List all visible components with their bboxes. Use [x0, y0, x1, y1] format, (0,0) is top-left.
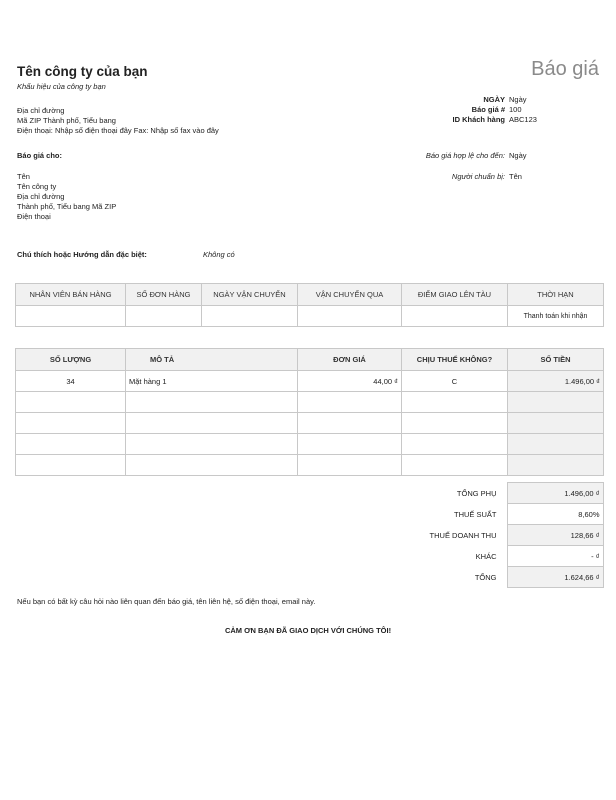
tax-rate-label: THUẾ SUẤT — [453, 509, 497, 519]
shipping-header-row — [16, 284, 604, 306]
table-row — [16, 434, 604, 455]
shipping-header-cell: NHÂN VIÊN BÁN HÀNG — [16, 284, 126, 306]
description-cell — [126, 434, 298, 455]
date-label: NGÀY — [483, 95, 505, 104]
amount-cell — [508, 455, 604, 476]
taxable-cell — [402, 455, 508, 476]
other-row — [400, 546, 603, 567]
shipping-header-cell: ĐIỂM GIAO LÊN TÀU — [402, 284, 508, 306]
items-header-cell: SỐ LƯỢNG — [16, 349, 126, 371]
bill-to-name: Tên — [17, 172, 30, 181]
shipping-data-row — [16, 306, 604, 327]
quote-meta — [400, 95, 600, 125]
items-header-cell: MÔ TẢ — [126, 349, 298, 371]
valid-until-label: Báo giá hợp lệ cho đến: — [425, 151, 505, 160]
shipping-cell — [402, 306, 508, 327]
shipping-cell — [298, 306, 402, 327]
quantity-cell: 34 — [16, 371, 126, 392]
shipping-header-cell: THỜI HẠN — [508, 284, 604, 306]
date-value: Ngày — [509, 95, 527, 104]
tax-rate-value: 8,60% — [507, 504, 603, 525]
other-value: - ₫ — [507, 546, 603, 567]
description-cell — [126, 455, 298, 476]
sales-tax-value: 128,66 ₫ — [507, 525, 603, 546]
description-cell — [126, 392, 298, 413]
amount-cell — [508, 392, 604, 413]
table-row — [16, 455, 604, 476]
valid-until-value: Ngày — [509, 151, 527, 160]
description-cell: Mặt hàng 1 — [126, 371, 298, 392]
subtotal-label: TỔNG PHỤ — [456, 488, 497, 498]
bill-to-block — [17, 172, 116, 222]
sales-tax-row — [400, 525, 603, 546]
table-row — [16, 413, 604, 434]
company-city-zip: Mã ZIP Thành phố, Tiểu bang — [17, 116, 116, 125]
quote-number-label: Báo giá # — [471, 105, 505, 114]
quantity-cell — [16, 413, 126, 434]
prepared-by-label: Người chuẩn bị: — [451, 172, 505, 181]
bill-to-city: Thành phố, Tiểu bang Mã ZIP — [17, 202, 117, 211]
notes-label: Chú thích hoặc Hướng dẫn đặc biệt: — [17, 250, 147, 259]
unit-price-cell — [298, 434, 402, 455]
table-row — [16, 371, 604, 392]
shipping-cell — [16, 306, 126, 327]
amount-cell: 1.496,00 ₫ — [508, 371, 604, 392]
taxable-cell — [402, 434, 508, 455]
taxable-cell — [402, 392, 508, 413]
quantity-cell — [16, 392, 126, 413]
document-title: Báo giá — [531, 58, 599, 80]
subtotal-value: 1.496,00 ₫ — [507, 483, 603, 504]
shipping-header-cell: NGÀY VẬN CHUYỂN — [202, 284, 298, 306]
items-header-cell: ĐƠN GIÁ — [298, 349, 402, 371]
tax-rate-row — [400, 504, 603, 525]
quantity-cell — [16, 434, 126, 455]
customer-id-label: ID Khách hàng — [452, 115, 505, 124]
quote-number-value: 100 — [509, 105, 522, 114]
customer-id-value: ABC123 — [509, 115, 537, 124]
taxable-cell — [402, 413, 508, 434]
shipping-header-cell: VẬN CHUYỂN QUA — [298, 284, 402, 306]
shipping-table — [15, 283, 604, 327]
shipping-terms-cell: Thanh toán khi nhận — [508, 306, 604, 327]
unit-price-cell: 44,00 ₫ — [298, 371, 402, 392]
bill-to-street: Địa chỉ đường — [17, 192, 65, 201]
items-header-row — [16, 349, 604, 371]
quantity-cell — [16, 455, 126, 476]
items-table — [15, 348, 604, 476]
company-phone-fax: Điện thoại: Nhập số điện thoại đây Fax: Nhập số fax vào đây — [17, 126, 219, 135]
items-header-cell: CHỊU THUẾ KHÔNG? — [402, 349, 508, 371]
notes-value: Không có — [203, 250, 235, 259]
sales-tax-label: THUẾ DOANH THU — [429, 530, 497, 540]
shipping-cell — [202, 306, 298, 327]
totals-table — [400, 482, 604, 588]
shipping-cell — [126, 306, 202, 327]
other-label: KHÁC — [475, 551, 497, 561]
contact-note: Nếu bạn có bất kỳ câu hỏi nào liên quan đến báo giá, tên liên hệ, số điện thoại, email này. — [17, 597, 316, 606]
unit-price-cell — [298, 455, 402, 476]
subtotal-row — [400, 483, 603, 504]
unit-price-cell — [298, 413, 402, 434]
items-header-cell: SỐ TIỀN — [508, 349, 604, 371]
amount-cell — [508, 434, 604, 455]
amount-cell — [508, 413, 604, 434]
total-label: TỔNG — [474, 572, 497, 582]
company-street: Địa chỉ đường — [17, 106, 65, 115]
taxable-cell: C — [402, 371, 508, 392]
bill-to-phone: Điện thoại — [17, 212, 51, 221]
bill-to-company: Tên công ty — [17, 182, 57, 191]
description-cell — [126, 413, 298, 434]
total-value: 1.624,66 ₫ — [507, 567, 603, 588]
prepared-by-value: Tên — [509, 172, 522, 181]
unit-price-cell — [298, 392, 402, 413]
company-slogan: Khẩu hiệu của công ty bạn — [17, 82, 106, 91]
total-row — [400, 567, 603, 588]
table-row — [16, 392, 604, 413]
bill-to-label: Báo giá cho: — [17, 151, 63, 160]
company-address — [17, 106, 219, 136]
validity-block — [380, 151, 600, 182]
shipping-header-cell: SỐ ĐƠN HÀNG — [126, 284, 202, 306]
thank-you-message: CẢM ƠN BẠN ĐÃ GIAO DỊCH VỚI CHÚNG TÔI! — [224, 626, 392, 635]
company-name: Tên công ty của bạn — [17, 64, 148, 79]
